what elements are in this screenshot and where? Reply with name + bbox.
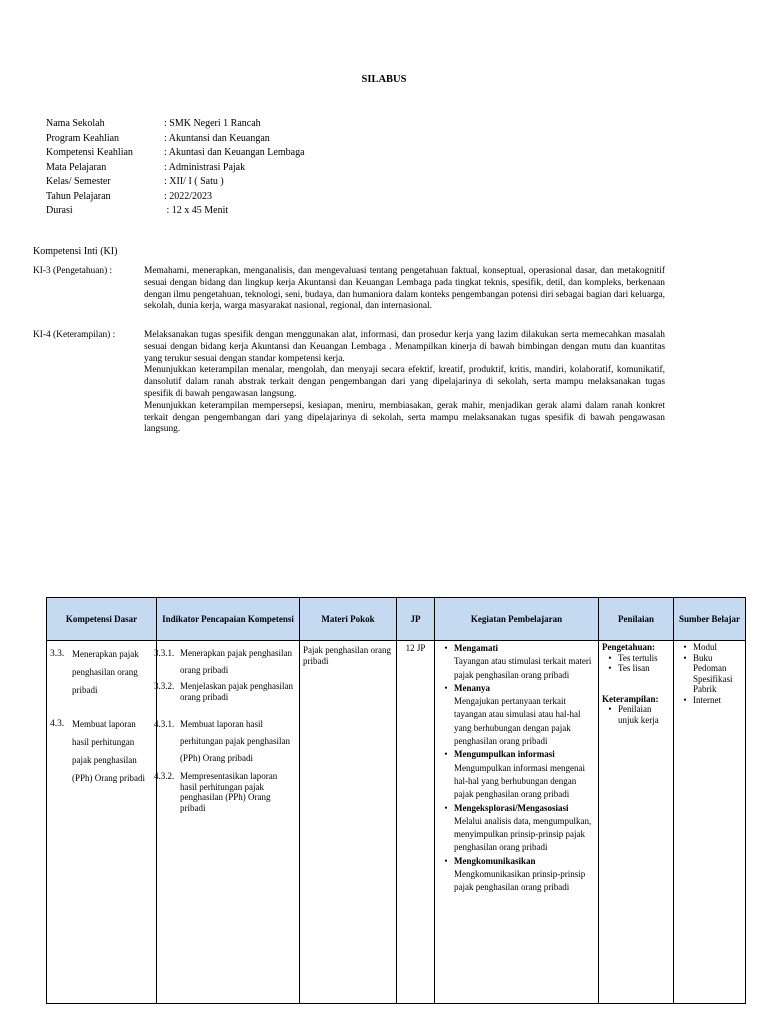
list-item: • Tes tertulis bbox=[602, 653, 670, 664]
info-label: Program Keahlian bbox=[46, 132, 120, 144]
info-row bbox=[46, 117, 305, 132]
ipk-number: 3.3.1. bbox=[154, 648, 175, 658]
info-value: : 2022/2023 bbox=[164, 190, 213, 202]
kd-text: Menerapkan pajak penghasilan orang pribadi bbox=[72, 649, 139, 695]
ipk-cell bbox=[154, 641, 300, 1004]
ipk-text: Menerapkan pajak penghasilan orang pribadi bbox=[180, 648, 292, 675]
ipk-item bbox=[154, 716, 296, 767]
keterampilan-title: Keterampilan: bbox=[602, 693, 659, 704]
bullet-icon: • bbox=[683, 642, 687, 652]
ipk-item bbox=[154, 771, 296, 813]
kegiatan-item bbox=[438, 802, 595, 855]
ki4-paragraph: Menunjukkan keterampilan mempersepsi, kesiapan, meniru, membiasakan, gerak mahir, menjadikan gerak alami dalam ranah konkret terkait dengan pengembangan dari yang dipelajarinya di sekolah, serta mampu melaksanakan tugas spesifik di bawah pengawasan langsung. bbox=[144, 400, 665, 435]
kd-item bbox=[50, 645, 153, 699]
materi-text: Pajak penghasilan orang pribadi bbox=[303, 645, 391, 666]
syllabus-table bbox=[46, 597, 746, 1004]
kd-number: 4.3. bbox=[50, 719, 65, 729]
ipk-text: Menjelaskan pajak penghasilan orang pribadi bbox=[180, 681, 293, 702]
kegiatan-title: Mengumpulkan informasi bbox=[454, 749, 555, 760]
document-title: SILABUS bbox=[361, 74, 407, 85]
info-value: : Akuntansi dan Keuangan bbox=[164, 132, 270, 144]
kegiatan-cell bbox=[435, 641, 599, 1004]
ipk-number: 4.3.2. bbox=[154, 771, 175, 781]
kegiatan-item bbox=[438, 748, 595, 801]
info-value: : Akuntasi dan Keuangan Lembaga bbox=[164, 147, 305, 158]
ki4-paragraph: Melaksanakan tugas spesifik dengan menggunakan alat, informasi, dan prosedur kerja yang lazim dilakukan serta memecahkan masalah sesuai dengan bidang kerja Akuntansi dan Keuangan Lembaga . Menampilkan kinerja di bawah bimbingan dengan mutu dan kuantitas yang terukur sesuai dengan standar kompetensi kerja. bbox=[144, 330, 665, 364]
kd-item bbox=[50, 715, 153, 787]
school-info bbox=[46, 117, 305, 219]
table-header-row bbox=[47, 598, 746, 641]
ipk-number: 4.3.1. bbox=[154, 719, 175, 729]
col-header-kegiatan: Kegiatan Pembelajaran bbox=[435, 598, 599, 641]
penilaian-cell bbox=[599, 641, 674, 1004]
kd-number: 3.3. bbox=[50, 649, 65, 659]
ipk-number: 3.3.2. bbox=[154, 681, 175, 691]
info-label: Nama Sekolah bbox=[46, 118, 105, 129]
kegiatan-item bbox=[438, 642, 595, 682]
info-label: Kompetensi Keahlian bbox=[46, 147, 133, 158]
jp-text: 12 JP bbox=[405, 643, 426, 653]
bullet-icon: • bbox=[444, 855, 448, 866]
ki4-block bbox=[33, 330, 665, 436]
table-row bbox=[47, 641, 746, 1004]
sumber-cell bbox=[674, 641, 746, 1004]
ipk-text: Mempresentasikan laporan hasil perhitungan pajak penghasilan (PPh) Orang pribadi bbox=[180, 771, 278, 813]
list-item: • Penilaian unjuk kerja bbox=[602, 704, 670, 725]
bullet-icon: • bbox=[683, 652, 687, 663]
kegiatan-item bbox=[438, 682, 595, 748]
col-header-kd: Kompetensi Dasar bbox=[47, 598, 157, 641]
pengetahuan-list bbox=[602, 653, 670, 674]
list-item: • Buku Pedoman Spesifikasi Pabrik bbox=[677, 653, 742, 695]
jp-cell bbox=[397, 641, 435, 1004]
list-item: • Modul bbox=[677, 642, 742, 653]
info-row bbox=[46, 132, 305, 147]
ipk-text: Membuat laporan hasil perhitungan pajak penghasilan (PPh) Orang pribadi bbox=[180, 719, 290, 763]
ki-heading: Kompetensi Inti (KI) bbox=[33, 246, 118, 257]
ipk-item bbox=[154, 645, 296, 679]
kegiatan-title: Mengamati bbox=[454, 643, 498, 653]
info-value: : XII/ I ( Satu ) bbox=[164, 176, 224, 187]
kegiatan-text: Mengumpulkan informasi mengenai hal-hal yang berhubungan dengan pajak penghasilan orang pribadi bbox=[454, 762, 585, 800]
kegiatan-text: Mengajukan pertanyaan terkait tayangan atau simulasi atau hal-hal yang berhubungan dengan pajak penghasilan orang pribadi bbox=[454, 696, 581, 747]
info-value: : 12 x 45 Menit bbox=[164, 205, 229, 216]
ipk-item bbox=[154, 681, 296, 702]
ki3-text: Memahami, menerapkan, menganalisis, dan mengevaluasi tentang pengetahuan faktual, konseptual, operasional dasar, dan metakognitif sesuai dengan bidang dan lingkup kerja Akuntansi dan Keuangan Lembaga pada tingkat teknis, spesifik, detil, dan kompleks, berkenaan dengan ilmu pengetahuan, teknologi, seni, budaya, dan humaniora dalam konteks pengembangan potensi diri sebagai bagian dari keluarga, sekolah, dunia kerja, warga masyarakat nasional, regional, dan internasional. bbox=[144, 266, 665, 312]
list-item: • Tes lisan bbox=[602, 663, 670, 674]
keterampilan-list bbox=[602, 704, 670, 725]
info-value: : Administrasi Pajak bbox=[164, 161, 246, 173]
bullet-icon: • bbox=[444, 749, 448, 760]
info-row bbox=[46, 204, 305, 219]
col-header-materi: Materi Pokok bbox=[300, 598, 397, 641]
col-header-penilaian: Penilaian bbox=[599, 598, 674, 641]
kegiatan-text: Tayangan atau stimulasi terkait materi pajak penghasilan orang pribadi bbox=[454, 656, 592, 680]
ki3-label: KI-3 (Pengetahuan) : bbox=[33, 266, 113, 276]
col-header-sumber: Sumber Belajar bbox=[674, 598, 746, 641]
kegiatan-title: Mengeksplorasi/Mengasosiasi bbox=[454, 802, 569, 813]
info-label: Durasi bbox=[46, 205, 73, 216]
col-header-jp: JP bbox=[397, 598, 435, 641]
ki3-block bbox=[33, 266, 665, 313]
kegiatan-text: Melalui analisis data, mengumpulkan, menyimpulkan prinsip-prinsip pajak penghasilan orang pribadi bbox=[454, 815, 592, 853]
ki4-paragraph: Menunjukkan keterampilan menalar, mengolah, dan menyaji secara efektif, kreatif, produktif, kritis, mandiri, kolaboratif, komunikatif, dansolutif dalam ranah abstrak terkait dengan pengembangan dari yang dipelajarinya di sekolah, serta mampu melaksanakan tugas spesifik di bawah pengawasan langsung. bbox=[144, 365, 665, 399]
bullet-icon: • bbox=[608, 652, 612, 663]
col-header-ipk: Indikator Pencapaian Kompetensi bbox=[157, 598, 300, 641]
materi-cell bbox=[300, 641, 397, 1004]
kegiatan-title: Menanya bbox=[454, 682, 490, 693]
info-row bbox=[46, 161, 305, 176]
bullet-icon: • bbox=[444, 682, 448, 693]
ki4-label: KI-4 (Keterampilan) : bbox=[33, 330, 116, 340]
info-label: Mata Pelajaran bbox=[46, 161, 107, 173]
info-label: Tahun Pelajaran bbox=[46, 190, 111, 202]
bullet-icon: • bbox=[608, 663, 612, 673]
bullet-icon: • bbox=[683, 694, 687, 705]
list-item: • Internet bbox=[677, 695, 742, 706]
bullet-icon: • bbox=[444, 802, 448, 813]
info-label: Kelas/ Semester bbox=[46, 176, 111, 187]
bullet-icon: • bbox=[608, 704, 612, 714]
kegiatan-text: Mengkomunikasikan prinsip-prinsip pajak penghasilan orang pribadi bbox=[454, 869, 586, 893]
kegiatan-item bbox=[438, 855, 595, 895]
pengetahuan-title: Pengetahuan: bbox=[602, 642, 656, 652]
info-row bbox=[46, 175, 305, 190]
bullet-icon: • bbox=[444, 643, 448, 653]
sumber-list bbox=[677, 642, 742, 705]
info-value: : SMK Negeri 1 Rancah bbox=[164, 118, 261, 129]
kegiatan-title: Mengkomunikasikan bbox=[454, 855, 536, 866]
info-row bbox=[46, 190, 305, 205]
info-row bbox=[46, 146, 305, 161]
kd-text: Membuat laporan hasil perhitungan pajak penghasilan (PPh) Orang pribadi bbox=[72, 719, 145, 783]
kd-cell bbox=[47, 641, 157, 1004]
